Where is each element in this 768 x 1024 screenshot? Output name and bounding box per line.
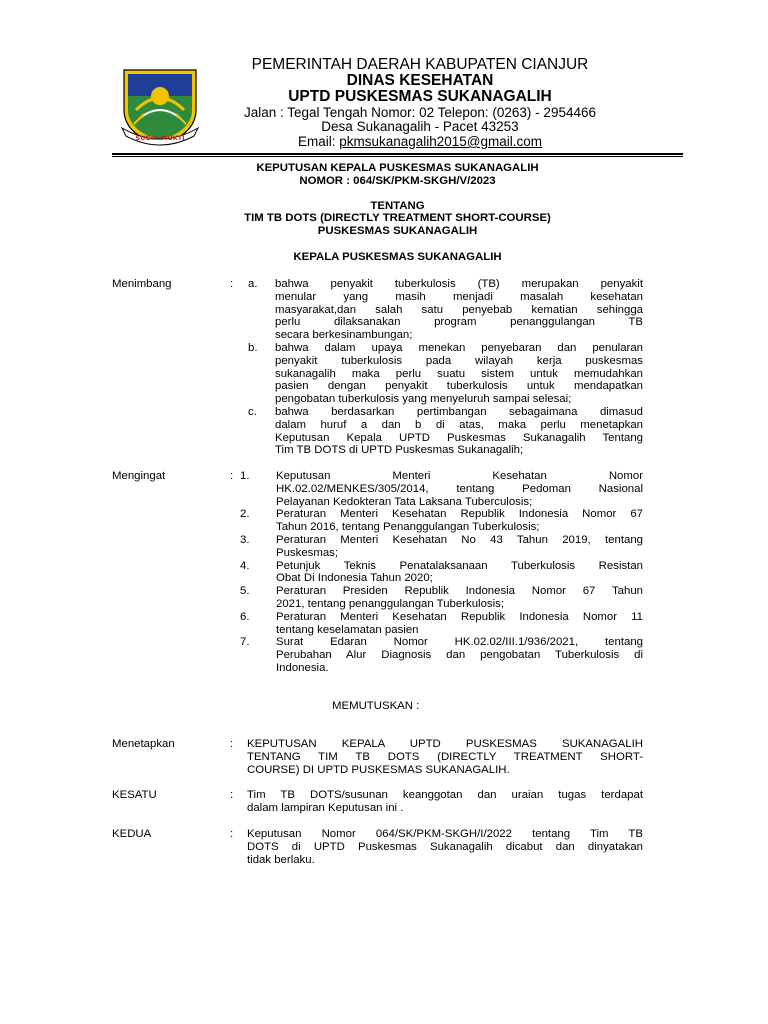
list-item bbox=[276, 585, 643, 611]
text-line: Puskesmas; bbox=[276, 546, 339, 559]
menetapkan-colon: : bbox=[230, 738, 234, 750]
email-link[interactable]: pkmsukanagalih2015@gmail.com bbox=[339, 134, 543, 149]
list-marker: 1. bbox=[240, 470, 250, 482]
text-line: pengobatan tuberkulosis yang menyeluruh sampai selesai; bbox=[275, 393, 572, 406]
header-divider-thick bbox=[112, 153, 683, 155]
text-line: Peraturan Menteri Kesehatan Republik Indonesia Nomor 11 bbox=[276, 610, 643, 623]
text-line: sukanagalih maka perlu suatu sistem untuk memudahkan bbox=[275, 367, 643, 380]
text-line: KEPUTUSAN KEPALA UPTD PUSKESMAS SUKANAGALIH bbox=[247, 738, 643, 750]
menimbang-label: Menimbang bbox=[112, 278, 172, 290]
list-marker: c. bbox=[248, 406, 257, 418]
mengingat-label: Mengingat bbox=[112, 470, 166, 482]
text-line: Peraturan Menteri Kesehatan Republik Indonesia Nomor 67 bbox=[276, 508, 643, 521]
text-line: bahwa penyakit tuberkulosis (TB) merupakan penyakit bbox=[275, 278, 643, 290]
text-line: menular yang masih menjadi masalah kesehatan bbox=[275, 290, 643, 303]
list-marker: 3. bbox=[240, 534, 250, 546]
kesatu-colon: : bbox=[230, 789, 234, 801]
text-line: HK.02.02/MENKES/305/2014, tentang Pedoman Nasional bbox=[276, 482, 643, 495]
decree-title: KEPUTUSAN KEPALA PUSKESMAS SUKANAGALIH bbox=[256, 162, 539, 174]
text-line: pasien dengan penyakit tuberkulosis untuk mendapatkan bbox=[275, 380, 643, 393]
subject-line-2: PUSKESMAS SUKANAGALIH bbox=[317, 225, 478, 237]
text-line: COURSE) DI UPTD PUSKESMAS SUKANAGALIH. bbox=[247, 763, 510, 776]
text-line: bahwa dalam upaya menekan penyebaran dan penularan bbox=[275, 342, 643, 354]
list-item bbox=[275, 278, 643, 342]
cianjur-emblem-logo bbox=[118, 66, 202, 146]
text-line: TENTANG TIM TB DOTS (DIRECTLY TREATMENT SHORT- bbox=[247, 750, 643, 763]
text-line: penyakit tuberkulosis pada wilayah kerja puskesmas bbox=[275, 354, 643, 367]
list-item bbox=[276, 560, 643, 586]
text-line: Keputusan Menteri Kesehatan Nomor bbox=[276, 470, 643, 482]
list-marker: 4. bbox=[240, 559, 250, 572]
text-line: dalam lampiran Keputusan ini . bbox=[247, 801, 404, 814]
list-marker: 2. bbox=[240, 508, 250, 521]
text-line: secara berkesinambungan; bbox=[275, 329, 413, 342]
text-line: masyarakat,dan salah satu penyebab kematian sehingga bbox=[275, 303, 643, 316]
list-marker: a. bbox=[248, 278, 258, 290]
text-line: Obat Di Indonesia Tahun 2020; bbox=[276, 572, 433, 585]
decree-number: NOMOR : 064/SK/PKM-SKGH/V/2023 bbox=[299, 175, 496, 187]
header-email bbox=[205, 134, 635, 149]
header-government: PEMERINTAH DAERAH KABUPATEN CIANJUR bbox=[251, 56, 589, 73]
text-line: bahwa berdasarkan pertimbangan sebagaimana dimasud bbox=[275, 406, 643, 418]
header-agency: DINAS KESEHATAN bbox=[346, 72, 494, 89]
list-item bbox=[276, 611, 643, 637]
memutuskan-heading: MEMUTUSKAN : bbox=[332, 700, 420, 712]
text-line: Tim TB DOTS/susunan keanggotan dan uraian tugas terdapat bbox=[247, 789, 643, 801]
menetapkan-text bbox=[247, 738, 643, 776]
text-line: Petunjuk Teknis Penatalaksanaan Tuberkulosis Resistan bbox=[276, 559, 643, 572]
list-item bbox=[275, 406, 643, 457]
header-address-street: Jalan : Tegal Tengah Nomor: 02 Telepon: (0263) - 2954466 bbox=[243, 105, 596, 120]
text-line: Surat Edaran Nomor HK.02.02/III.1/936/2021, tentang bbox=[276, 636, 643, 649]
header-unit: UPTD PUSKESMAS SUKANAGALIH bbox=[288, 88, 552, 105]
text-line: Peraturan Presiden Republik Indonesia Nomor 67 Tahun bbox=[276, 585, 643, 598]
text-line: Keputusan Kepala UPTD Puskesmas Sukanagalih Tentang bbox=[275, 431, 643, 444]
list-item bbox=[276, 508, 643, 534]
text-line: DOTS di UPTD Puskesmas Sukanagalih dicabut dan dinyatakan bbox=[247, 840, 643, 853]
tentang-heading: TENTANG bbox=[370, 200, 425, 212]
text-line: dalam huruf a dan b di atas, maka perlu menetapkan bbox=[275, 418, 643, 431]
subject-line-1: TIM TB DOTS (DIRECTLY TREATMENT SHORT-COURSE) bbox=[244, 212, 551, 224]
text-line: Peraturan Menteri Kesehatan No 43 Tahun 2019, tentang bbox=[276, 534, 643, 546]
list-item bbox=[276, 534, 643, 560]
menimbang-colon: : bbox=[230, 278, 234, 290]
text-line: perlu dilaksanakan program penanggulangan TB bbox=[275, 316, 643, 329]
text-line: Tahun 2016, tentang Penanggulangan Tuberkulosis; bbox=[276, 521, 540, 534]
text-line: Tim TB DOTS di UPTD Puskesmas Sukanagalih; bbox=[275, 444, 524, 457]
logo-motto: SUGIH MUKTI bbox=[135, 134, 185, 142]
mengingat-colon: : bbox=[230, 470, 234, 482]
text-line: Indonesia. bbox=[276, 661, 329, 674]
text-line: Pelayanan Kedokteran Tata Laksana Tuberculosis; bbox=[276, 495, 533, 508]
text-line: 2021, tentang penanggulangan Tuberkulosis; bbox=[276, 597, 504, 610]
list-marker: 6. bbox=[240, 610, 250, 623]
kedua-text bbox=[247, 828, 643, 866]
text-line: Perubahan Alur Diagnosis dan pengobatan Tuberkulosis di bbox=[276, 649, 643, 662]
list-item bbox=[276, 470, 643, 508]
header-address-village: Desa Sukanagalih - Pacet 43253 bbox=[321, 119, 519, 134]
text-line: tentang keselamatan pasien bbox=[276, 623, 419, 636]
issuer-heading: KEPALA PUSKESMAS SUKANAGALIH bbox=[293, 251, 502, 263]
list-item bbox=[275, 342, 643, 406]
kesatu-label: KESATU bbox=[112, 789, 157, 801]
list-marker: b. bbox=[248, 342, 258, 354]
list-marker: 7. bbox=[240, 636, 250, 649]
text-line: Keputusan Nomor 064/SK/PKM-SKGH/I/2022 tentang Tim TB bbox=[247, 828, 643, 840]
list-item bbox=[276, 636, 643, 674]
text-line: tidak berlaku. bbox=[247, 853, 315, 866]
kedua-label: KEDUA bbox=[112, 828, 152, 840]
email-label: Email: bbox=[297, 134, 340, 149]
kedua-colon: : bbox=[230, 828, 234, 840]
list-marker: 5. bbox=[240, 585, 250, 598]
kesatu-text bbox=[247, 789, 643, 815]
menetapkan-label: Menetapkan bbox=[112, 738, 175, 750]
header-divider-thin bbox=[112, 156, 683, 157]
